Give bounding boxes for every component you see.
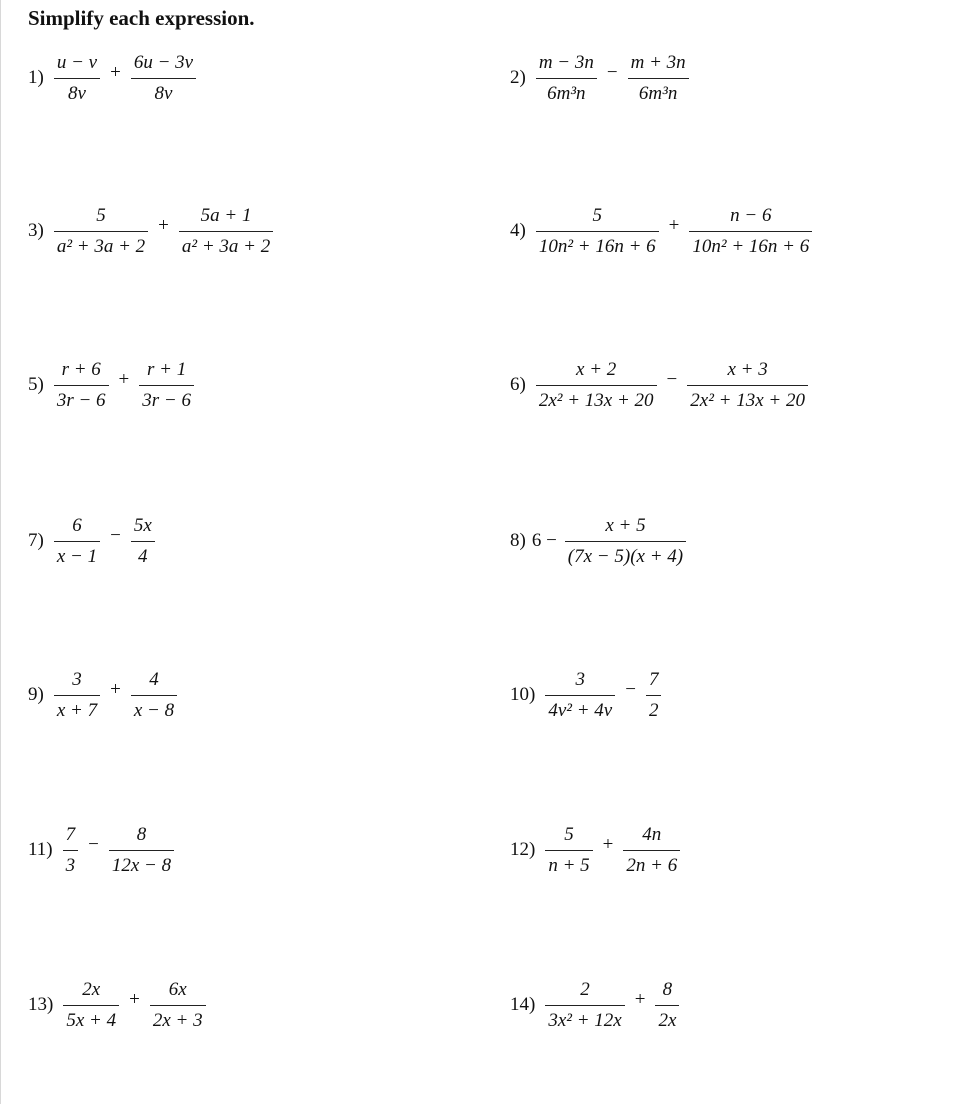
fraction-bar [646, 695, 662, 696]
operator: + [110, 679, 121, 701]
fraction-bar [54, 541, 100, 542]
fraction-bar [545, 1005, 624, 1006]
denominator: 4 [138, 545, 148, 567]
fraction-2 [179, 206, 273, 257]
fraction-2 [623, 825, 680, 876]
denominator: 8v [67, 82, 86, 104]
fraction-bar [54, 385, 109, 386]
problem-number: 1) [28, 67, 44, 89]
fraction-2 [687, 360, 808, 411]
problem-number: 13) [28, 994, 54, 1016]
denominator: x + 7 [56, 699, 98, 721]
fraction-1 [54, 360, 109, 411]
problem-14 [510, 980, 683, 1031]
problem-number: 11) [28, 839, 53, 861]
fraction-1 [54, 53, 100, 104]
fraction-2 [131, 516, 155, 567]
denominator: 2x² + 13x + 20 [538, 389, 654, 411]
problem-number: 12) [510, 839, 536, 861]
numerator: 5 [592, 205, 602, 226]
problem-number: 8) [510, 530, 526, 552]
problem-number: 10) [510, 684, 536, 706]
operator: + [129, 989, 140, 1011]
fraction-bar [536, 231, 659, 232]
fraction-bar [536, 78, 597, 79]
problem-11 [28, 825, 178, 876]
numerator: 2x [82, 979, 101, 1000]
fraction-1 [536, 360, 657, 411]
problem-3 [28, 206, 277, 257]
denominator: 12x − 8 [111, 854, 172, 876]
numerator: 3 [575, 669, 586, 690]
whole-term: 6 − [531, 530, 557, 552]
denominator: 3x² + 12x [548, 1009, 622, 1031]
numerator: 6u − 3v [133, 52, 194, 73]
denominator: 6m³n [638, 82, 678, 104]
problem-10 [510, 670, 665, 721]
fraction-bar [54, 78, 100, 79]
fraction-bar [655, 1005, 679, 1006]
numerator: u − v [56, 52, 98, 73]
problem-12 [510, 825, 684, 876]
numerator: 7 [65, 824, 76, 845]
fraction-1 [545, 670, 615, 721]
problem-4 [510, 206, 816, 257]
fraction-bar [131, 695, 177, 696]
denominator: 8v [154, 82, 173, 104]
numerator: 8 [662, 979, 673, 1000]
fraction-2 [689, 206, 812, 257]
denominator: (7x − 5)(x + 4) [567, 545, 684, 567]
operator: + [634, 989, 646, 1011]
fraction-bar [63, 1005, 119, 1006]
fraction-2 [139, 360, 194, 411]
numerator: 2 [580, 979, 590, 1000]
fraction-bar [687, 385, 808, 386]
fraction-2 [109, 825, 174, 876]
numerator: 8 [136, 824, 147, 845]
fraction-2 [655, 980, 679, 1031]
numerator: x + 2 [576, 359, 617, 380]
numerator: m + 3n [630, 52, 686, 73]
operator: − [88, 834, 99, 856]
fraction-bar [54, 231, 148, 232]
denominator: 2x² + 13x + 20 [690, 389, 805, 411]
problem-2 [510, 53, 693, 104]
operator: + [110, 62, 121, 84]
numerator: x + 3 [727, 359, 768, 380]
fraction-bar [545, 695, 615, 696]
fraction-bar [689, 231, 812, 232]
denominator: 2n + 6 [626, 854, 678, 876]
denominator: 3r − 6 [56, 389, 106, 411]
numerator: 5 [96, 205, 106, 226]
operator: − [666, 369, 678, 391]
fraction-1 [545, 825, 592, 876]
problem-5 [28, 360, 198, 411]
numerator: x + 5 [605, 515, 646, 536]
fraction-bar [536, 385, 657, 386]
problem-number: 9) [28, 684, 44, 706]
fraction-1 [54, 516, 100, 567]
fraction-1 [54, 670, 100, 721]
fraction-1 [536, 53, 597, 104]
fraction-bar [63, 850, 79, 851]
fraction-1 [565, 516, 686, 567]
fraction-bar [623, 850, 680, 851]
problem-13 [28, 980, 210, 1031]
denominator: 3r − 6 [142, 389, 191, 411]
problem-1 [28, 53, 200, 104]
problem-number: 5) [28, 374, 44, 396]
fraction-bar [131, 78, 196, 79]
operator: + [668, 215, 680, 237]
problem-8 [510, 516, 690, 567]
numerator: r + 1 [147, 359, 187, 380]
fraction-bar [179, 231, 273, 232]
fraction-bar [131, 541, 155, 542]
denominator: x − 8 [133, 699, 175, 721]
operator: − [625, 679, 636, 701]
fraction-bar [628, 78, 689, 79]
fraction-bar [139, 385, 194, 386]
denominator: x − 1 [56, 545, 98, 567]
operator: + [602, 834, 614, 856]
denominator: n + 5 [548, 854, 590, 876]
fraction-bar [150, 1005, 206, 1006]
fraction-2 [628, 53, 689, 104]
numerator: 6 [72, 515, 82, 536]
problem-number: 2) [510, 67, 526, 89]
numerator: 6x [168, 979, 187, 1000]
fraction-1 [63, 980, 119, 1031]
numerator: m − 3n [538, 52, 594, 73]
problem-6 [510, 360, 812, 411]
problem-number: 4) [510, 220, 526, 242]
denominator: a² + 3a + 2 [56, 235, 146, 257]
problem-number: 14) [510, 994, 536, 1016]
page-left-border [0, 0, 1, 1104]
fraction-2 [150, 980, 206, 1031]
denominator: 2 [648, 699, 659, 721]
fraction-1 [63, 825, 79, 876]
denominator: 10n² + 16n + 6 [692, 235, 810, 257]
fraction-1 [54, 206, 148, 257]
fraction-bar [545, 850, 592, 851]
fraction-bar [565, 541, 686, 542]
numerator: 5x [133, 515, 152, 536]
fraction-bar [109, 850, 174, 851]
problem-7 [28, 516, 159, 567]
page-title: Simplify each expression. [28, 6, 255, 30]
numerator: 5a + 1 [200, 205, 252, 226]
fraction-2 [131, 670, 177, 721]
denominator: 2x [658, 1009, 677, 1031]
problem-number: 3) [28, 220, 44, 242]
problem-number: 6) [510, 374, 526, 396]
fraction-1 [536, 206, 659, 257]
fraction-2 [131, 53, 196, 104]
numerator: 5 [564, 824, 574, 845]
numerator: 4 [149, 669, 159, 690]
operator: − [110, 525, 121, 547]
denominator: 2x + 3 [152, 1009, 203, 1031]
denominator: 5x + 4 [66, 1009, 117, 1031]
denominator: 3 [65, 854, 76, 876]
denominator: a² + 3a + 2 [181, 235, 271, 257]
denominator: 6m³n [547, 82, 586, 104]
fraction-2 [646, 670, 662, 721]
numerator: 3 [72, 669, 82, 690]
numerator: 4n [642, 824, 662, 845]
problem-9 [28, 670, 181, 721]
fraction-1 [545, 980, 624, 1031]
operator: + [158, 215, 169, 237]
numerator: 7 [648, 669, 659, 690]
denominator: 4v² + 4v [548, 699, 613, 721]
fraction-bar [54, 695, 100, 696]
numerator: n − 6 [730, 205, 772, 226]
numerator: r + 6 [61, 359, 101, 380]
operator: − [606, 62, 618, 84]
problem-number: 7) [28, 530, 44, 552]
denominator: 10n² + 16n + 6 [538, 235, 656, 257]
operator: + [118, 369, 130, 391]
